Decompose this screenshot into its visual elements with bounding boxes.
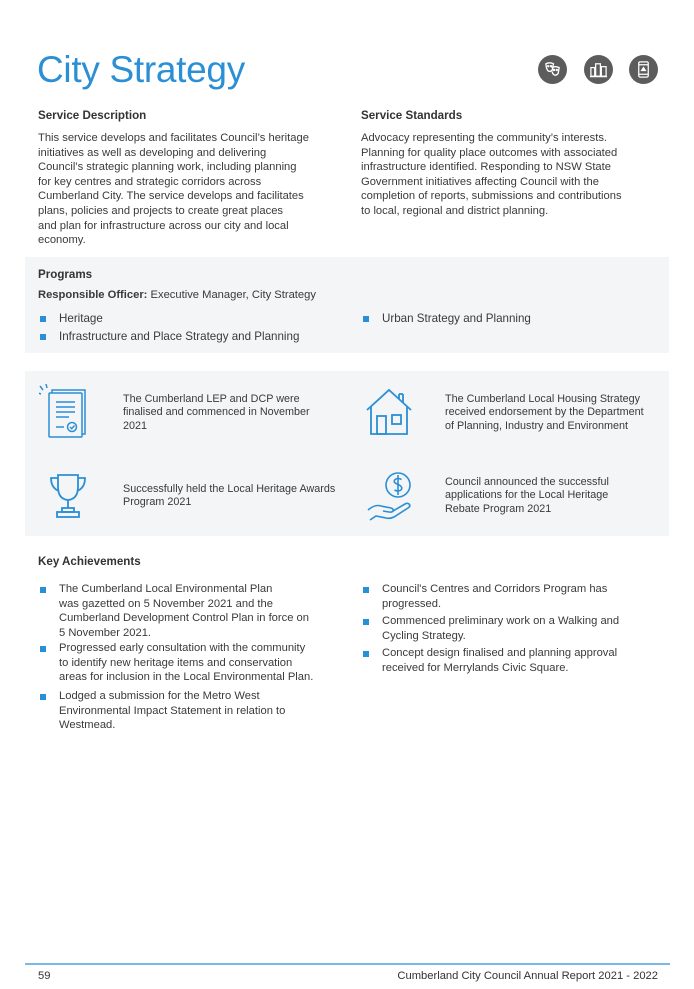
text-line: Cumberland City. The service develops and facilitates	[38, 190, 304, 203]
hand-dollar-icon	[366, 470, 418, 527]
footer-divider	[25, 963, 670, 965]
bullet-square	[363, 316, 369, 322]
achievement-item	[59, 689, 285, 733]
highlights-panel	[25, 371, 669, 536]
text-line: Council's Centres and Corridors Program has	[382, 583, 608, 595]
bullet-square	[40, 587, 46, 593]
program-item: Heritage	[59, 312, 103, 325]
text-line: This service develops and facilitates Council’s heritage	[38, 132, 309, 144]
page-title: City Strategy	[37, 49, 245, 90]
achievement-item	[382, 582, 607, 611]
text-line: Progressed early consultation with the community	[59, 642, 306, 654]
text-line: of Planning, Industry and Environment	[445, 419, 629, 432]
service-standards-text	[361, 131, 622, 219]
bullet-square	[40, 646, 46, 652]
text-line: Environmental Impact Statement in relation to	[59, 704, 286, 717]
document-approval-icon	[39, 384, 89, 447]
text-line: Planning for quality place outcomes with associated	[361, 146, 618, 159]
bullet-square	[363, 651, 369, 657]
trophy-icon	[49, 473, 87, 524]
text-line: for key centres and strategic corridors across	[38, 175, 262, 188]
highlight-text	[123, 483, 335, 510]
highlight-text	[445, 393, 644, 433]
text-line: economy.	[38, 234, 86, 247]
text-line: to local, regional and district planning.	[361, 204, 549, 217]
bullet-square	[363, 619, 369, 625]
achievement-item	[382, 646, 617, 675]
text-line: Advocacy representing the community’s interests.	[361, 132, 608, 144]
text-line: The Cumberland LEP and DCP were	[123, 393, 300, 405]
achievement-item	[59, 641, 313, 685]
service-description-heading: Service Description	[38, 109, 147, 122]
page-number: 59	[38, 970, 51, 982]
text-line: Westmead.	[59, 719, 116, 732]
bullet-square	[40, 694, 46, 700]
officer-label: Responsible Officer:	[38, 289, 148, 301]
text-line: 5 November 2021.	[59, 626, 152, 639]
text-line: Lodged a submission for the Metro West	[59, 690, 260, 702]
text-line: Cycling Strategy.	[382, 629, 466, 642]
text-line: to identify new heritage items and conservation	[59, 656, 293, 669]
service-standards-heading: Service Standards	[361, 109, 463, 122]
text-line: completion of reports, submissions and contributions	[361, 190, 622, 203]
report-title: Cumberland City Council Annual Report 2021 - 2022	[397, 970, 658, 982]
text-line: Rebate Program 2021	[445, 502, 552, 515]
achievement-item	[59, 582, 309, 640]
key-achievements-heading: Key Achievements	[38, 555, 141, 568]
text-line: Council announced the successful	[445, 476, 609, 488]
masks-icon	[538, 55, 567, 84]
text-line: The Cumberland Local Housing Strategy	[445, 393, 641, 405]
program-item: Infrastructure and Place Strategy and Planning	[59, 330, 300, 343]
bullet-square	[363, 587, 369, 593]
text-line: 2021	[123, 419, 148, 432]
city-buildings-icon	[584, 55, 613, 84]
text-line: Government initiatives affecting Council with the	[361, 175, 599, 188]
text-line: Program 2021	[123, 496, 192, 509]
programs-panel	[25, 257, 669, 353]
text-line: Concept design finalised and planning approval	[382, 647, 618, 659]
responsible-officer	[38, 289, 316, 301]
service-description-text	[38, 131, 309, 248]
programs-heading: Programs	[38, 268, 93, 281]
text-line: plans, policies and projects to create great places	[38, 204, 284, 217]
achievement-item	[382, 614, 619, 643]
text-line: initiatives as well as developing and delivering	[38, 146, 267, 159]
text-line: infrastructure identified. Responding to NSW State	[361, 161, 611, 174]
text-line: applications for the Local Heritage	[445, 489, 609, 502]
text-line: and plan for infrastructure across our city and local	[38, 219, 289, 232]
highlight-text	[123, 393, 310, 433]
officer-value: Executive Manager, City Strategy	[150, 289, 316, 301]
house-icon	[365, 388, 413, 441]
bullet-square	[40, 316, 46, 322]
text-line: Cumberland Development Control Plan in force on	[59, 612, 309, 625]
highlight-text	[445, 476, 609, 516]
program-item: Urban Strategy and Planning	[382, 312, 531, 325]
text-line: Commenced preliminary work on a Walking and	[382, 615, 620, 627]
bullet-square	[40, 334, 46, 340]
text-line: finalised and commenced in November	[123, 406, 310, 419]
text-line: The Cumberland Local Environmental Plan	[59, 583, 273, 595]
text-line: Council’s strategic planning work, including planning	[38, 161, 297, 174]
text-line: received endorsement by the Department	[445, 406, 644, 419]
text-line: areas for inclusion in the Local Environmental Plan.	[59, 671, 314, 684]
text-line: was gazetted on 5 November 2021 and the	[59, 597, 273, 610]
text-line: progressed.	[382, 597, 442, 610]
text-line: received for Merrylands Civic Square.	[382, 661, 569, 674]
text-line: Successfully held the Local Heritage Awards	[123, 483, 336, 495]
mobile-device-icon	[629, 55, 658, 84]
